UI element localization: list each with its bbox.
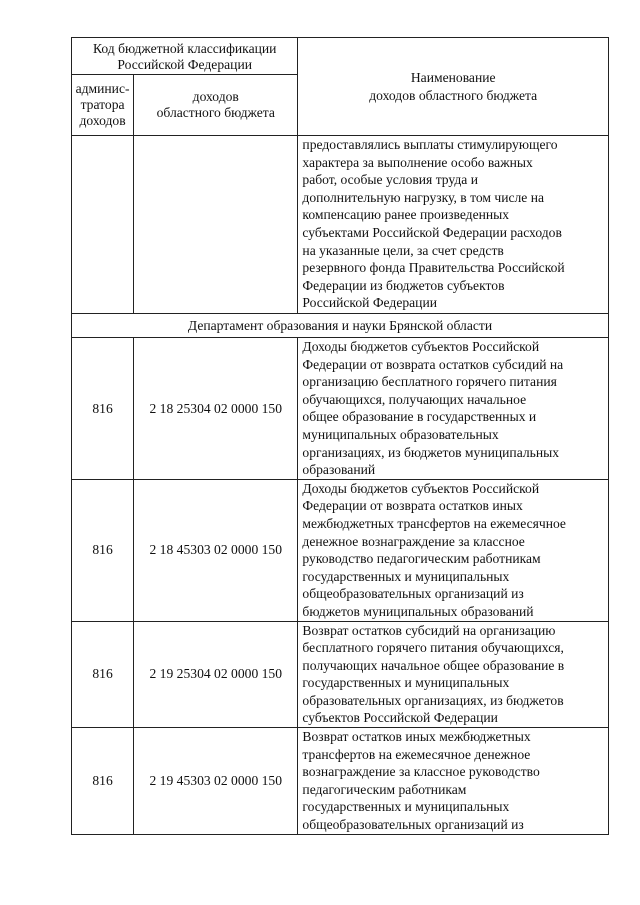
table-row-continuation	[72, 136, 609, 314]
description-line: бюджетов муниципальных образований	[302, 603, 534, 619]
description-line: общеобразовательных организаций из	[302, 586, 524, 602]
description-line: субъектами Российской Федерации расходов	[302, 224, 562, 240]
table-row	[72, 479, 609, 621]
description-cell	[298, 479, 609, 621]
description-line: Возврат остатков субсидий на организацию	[302, 622, 556, 638]
header-administrator	[72, 75, 134, 136]
description-cell	[298, 136, 609, 314]
description-line: организацию бесплатного горячего питания	[302, 374, 557, 390]
description-line: субъектов Российской Федерации	[302, 710, 498, 726]
header-name-line-2: доходов областного бюджета	[369, 87, 538, 103]
table-row	[72, 728, 609, 835]
description-line: денежное вознаграждение за классное	[302, 533, 525, 549]
description-line: государственных и муниципальных	[302, 568, 510, 584]
description-line: организациях, из бюджетов муниципальных	[302, 444, 560, 460]
code-cell: 2 19 25304 02 0000 150	[134, 621, 298, 728]
description-line: Федерации от возврата остатков субсидий на	[302, 356, 564, 372]
description-line: обучающихся, получающих начальное	[302, 391, 527, 407]
description-line: образовательных организациях, из бюджетов	[302, 692, 564, 708]
header-regional-income	[134, 75, 298, 136]
header-group-line-2: Российской Федерации	[117, 57, 252, 72]
admin-cell: 816	[72, 728, 134, 835]
header-admin-line-1: админис-	[75, 81, 130, 96]
code-cell: 2 19 45303 02 0000 150	[134, 728, 298, 835]
description-line: характера за выполнение особо важных	[302, 154, 533, 170]
description-line: работ, особые условия труда и	[302, 172, 478, 188]
table-row	[72, 338, 609, 480]
description-cell	[298, 338, 609, 480]
description-line: педагогическим работникам	[302, 781, 467, 797]
code-cell	[134, 136, 298, 314]
description-line: трансфертов на ежемесячное денежное	[302, 746, 531, 762]
header-admin-line-2: тратора	[80, 97, 125, 112]
header-admin-line-3: доходов	[79, 113, 126, 128]
header-group-line-1: Код бюджетной классификации	[92, 41, 277, 56]
header-income-line-2: областного бюджета	[156, 105, 275, 120]
admin-cell: 816	[72, 338, 134, 480]
description-line: Федерации от возврата остатков иных	[302, 498, 523, 514]
description-line: вознаграждение за классное руководство	[302, 764, 540, 780]
description-line: предоставлялись выплаты стимулирующего	[302, 137, 558, 152]
description-line: резервного фонда Правительства Российской	[302, 260, 565, 276]
admin-cell: 816	[72, 621, 134, 728]
description-line: бесплатного горячего питания обучающихся,	[302, 640, 564, 656]
description-line: государственных и муниципальных	[302, 799, 510, 815]
header-classification-code	[72, 38, 298, 75]
header-income-name	[298, 38, 609, 136]
description-line: компенсацию ранее произведенных	[302, 207, 510, 223]
description-line: Федерации из бюджетов субъектов	[302, 277, 505, 293]
description-line: общее образование в государственных и	[302, 409, 537, 425]
description-line: государственных и муниципальных	[302, 675, 510, 691]
table-row	[72, 621, 609, 728]
description-line: на указанные цели, за счет средств	[302, 242, 504, 258]
description-line: руководство педагогическим работникам	[302, 551, 541, 567]
description-line: Доходы бюджетов субъектов Российской	[302, 339, 540, 354]
description-line: муниципальных образовательных	[302, 426, 499, 442]
description-cell	[298, 621, 609, 728]
code-cell: 2 18 25304 02 0000 150	[134, 338, 298, 480]
description-line: получающих начальное общее образование в	[302, 657, 565, 673]
admin-cell: 816	[72, 479, 134, 621]
description-line: Российской Федерации	[302, 295, 438, 311]
admin-cell	[72, 136, 134, 314]
description-line: межбюджетных трансфертов на ежемесячное	[302, 515, 566, 531]
description-line: Возврат остатков иных межбюджетных	[302, 729, 531, 745]
budget-income-table	[71, 37, 609, 835]
description-cell	[298, 728, 609, 835]
header-name-line-1: Наименование	[410, 69, 496, 85]
description-line: общеобразовательных организаций из	[302, 817, 524, 833]
department-heading: Департамент образования и науки Брянской области	[72, 314, 609, 338]
header-income-line-1: доходов	[192, 89, 239, 104]
code-cell: 2 18 45303 02 0000 150	[134, 479, 298, 621]
description-line: образований	[302, 462, 376, 478]
description-line: Доходы бюджетов субъектов Российской	[302, 480, 540, 496]
description-line: дополнительную нагрузку, в том числе на	[302, 189, 545, 205]
